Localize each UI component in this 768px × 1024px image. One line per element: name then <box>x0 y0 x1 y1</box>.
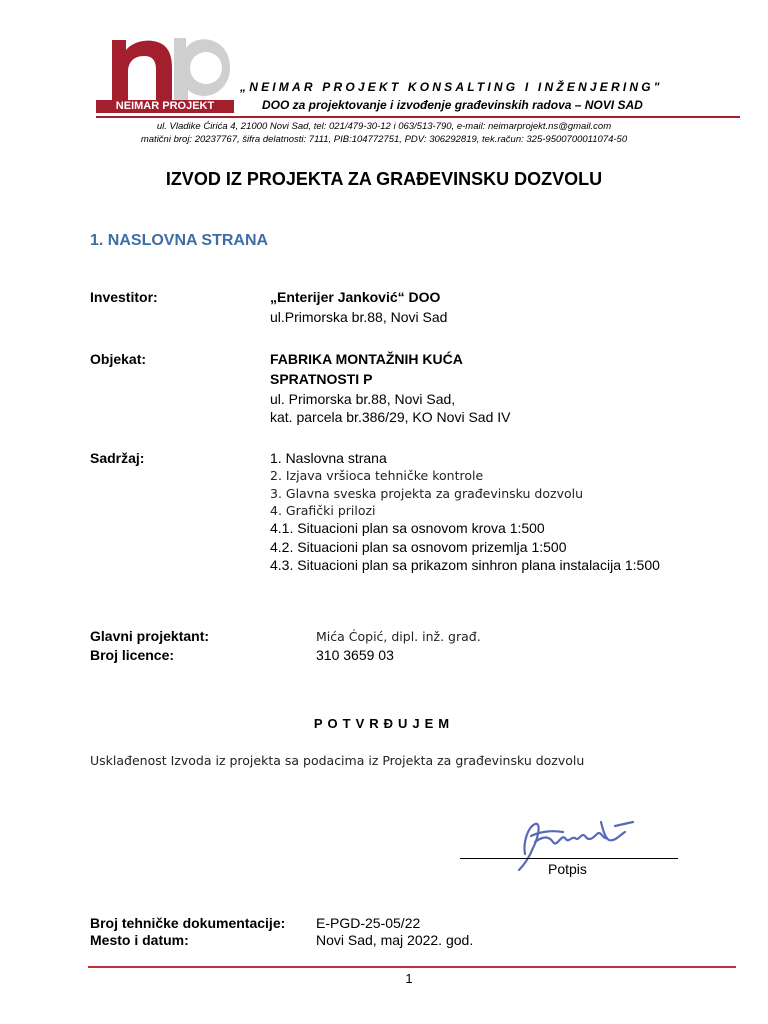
place-date: Novi Sad, maj 2022. god. <box>316 932 474 948</box>
doc-number-label: Broj tehničke dokumentacije: <box>90 915 286 931</box>
contents-item: 3. Glavna sveska projekta za građevinsku dozvolu <box>270 486 584 501</box>
object-address-line1: ul. Primorska br.88, Novi Sad, <box>270 391 456 407</box>
footer-divider <box>88 966 736 968</box>
company-subtitle: DOO za projektovanje i izvođenje građevinskih radova – NOVI SAD <box>262 98 643 112</box>
document-title: IZVOD IZ PROJEKTA ZA GRAĐEVINSKU DOZVOLU <box>165 169 603 189</box>
section-title: 1. NASLOVNA STRANA <box>90 232 269 249</box>
investor-name: „Enterijer Janković“ DOO <box>270 289 441 305</box>
contents-label: Sadržaj: <box>90 450 145 466</box>
signature-line <box>460 858 678 859</box>
designer-label: Glavni projektant: <box>90 628 210 644</box>
logo-text: NEIMAR PROJEKT <box>96 100 234 113</box>
confirmation-text: Usklađenost Izvoda iz projekta sa podacima iz Projekta za građevinsku dozvolu <box>90 753 585 768</box>
license-label: Broj licence: <box>90 647 175 663</box>
confirmation-heading: POTVRĐUJEM <box>313 716 455 731</box>
object-address-line2: kat. parcela br.386/29, KO Novi Sad IV <box>270 409 511 425</box>
investor-label: Investitor: <box>90 289 158 305</box>
license-number: 310 3659 03 <box>316 647 394 663</box>
contents-item: 4.3. Situacioni plan sa prikazom sinhron plana instalacija 1:500 <box>270 557 660 573</box>
contents-item: 4. Grafički prilozi <box>270 503 376 518</box>
contents-item: 4.1. Situacioni plan sa osnovom krova 1:500 <box>270 520 545 536</box>
header-divider <box>96 116 740 118</box>
object-name-line2: SPRATNOSTI P <box>270 371 373 387</box>
signature-label: Potpis <box>548 861 587 877</box>
page-number: 1 <box>405 971 413 986</box>
contents-item: 2. Izjava vršioca tehničke kontrole <box>270 468 484 483</box>
investor-address: ul.Primorska br.88, Novi Sad <box>270 309 448 325</box>
contents-item: 1. Naslovna strana <box>270 450 387 466</box>
company-ids: matični broj: 20237767, šifra delatnosti: 7111, PIB:104772751, PDV: 306292819, tek.račun: 325-9500700011074-50 <box>140 134 628 145</box>
company-address: ul. Vladike Ćirića 4, 21000 Novi Sad, tel: 021/479-30-12 i 063/513-790, e-mail: neimarprojekt.ns@gmail.com <box>156 121 612 132</box>
contents-item: 4.2. Situacioni plan sa osnovom prizemlja 1:500 <box>270 539 567 555</box>
place-date-label: Mesto i datum: <box>90 932 189 948</box>
object-label: Objekat: <box>90 351 147 367</box>
object-name-line1: FABRIKA MONTAŽNIH KUĆA <box>270 351 463 367</box>
company-name: „NEIMAR PROJEKT KONSALTING I INŽENJERING" <box>240 80 663 94</box>
doc-number: E-PGD-25-05/22 <box>316 915 421 931</box>
designer-name: Mića Ćopić, dipl. inž. građ. <box>316 629 481 644</box>
